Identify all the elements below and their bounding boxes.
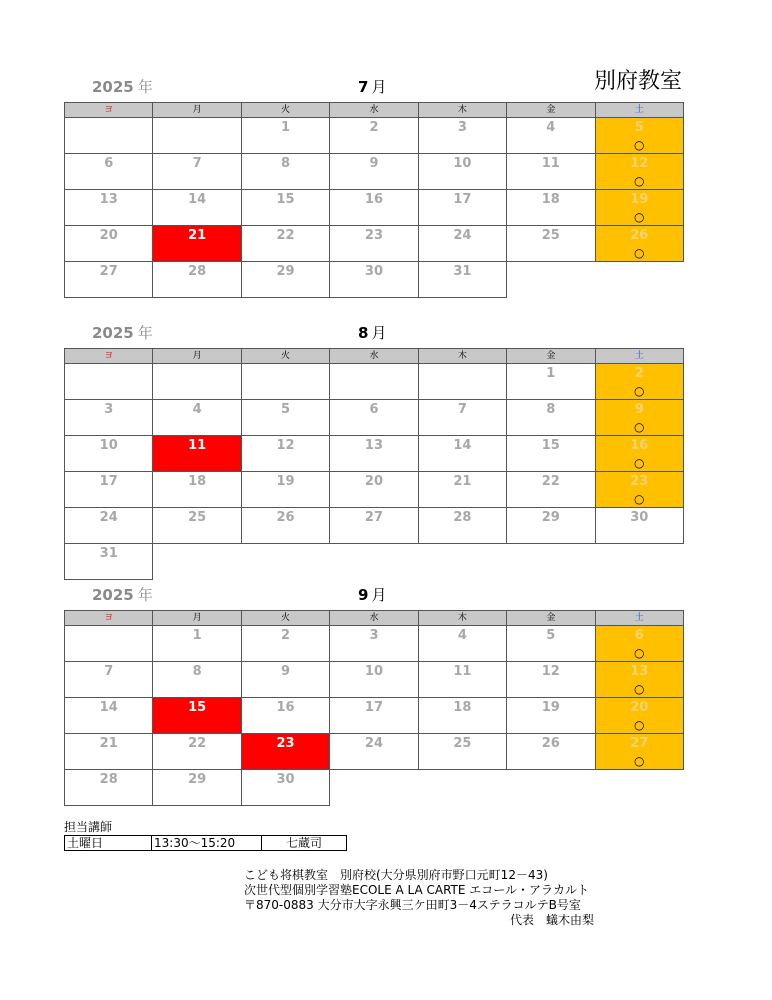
week-row xyxy=(65,154,684,190)
teacher-time: 13:30～15:20 xyxy=(152,836,262,851)
day-number: 16 xyxy=(630,438,649,453)
class-mark: ○ xyxy=(634,456,645,470)
day-number: 26 xyxy=(630,228,649,243)
day-number: 4 xyxy=(546,120,556,135)
day-cell xyxy=(595,698,683,734)
day-number: 15 xyxy=(188,700,207,715)
footer-line-school: こども将棋教室 別府校(大分県別府市野口元町12－43) xyxy=(244,868,548,882)
day-number: 3 xyxy=(104,402,114,417)
day-cell xyxy=(330,626,418,662)
month-unit: 月 xyxy=(371,324,387,342)
day-cell xyxy=(65,508,153,544)
day-cell xyxy=(507,118,595,154)
day-number: 7 xyxy=(104,664,114,679)
week-row xyxy=(65,472,684,508)
weekday-header: ヨ xyxy=(65,349,153,364)
day-cell xyxy=(241,734,329,770)
day-cell xyxy=(65,544,153,580)
class-mark: ○ xyxy=(634,384,645,398)
day-number: 12 xyxy=(630,156,649,171)
day-number: 8 xyxy=(192,664,202,679)
day-cell xyxy=(153,190,241,226)
teacher-name: 七蔵司 xyxy=(262,836,347,851)
footer-line-company: 次世代型個別学習塾ECOLE A LA CARTE エコール・アラカルト xyxy=(244,883,590,897)
day-number: 28 xyxy=(99,772,118,787)
day-cell xyxy=(595,626,683,662)
day-number: 10 xyxy=(453,156,472,171)
day-cell xyxy=(595,190,683,226)
day-cell xyxy=(241,436,329,472)
weekday-header: 水 xyxy=(330,611,418,626)
month-unit: 月 xyxy=(371,78,387,96)
month-header xyxy=(64,580,684,610)
weekday-header: 月 xyxy=(153,103,241,118)
month-calendar xyxy=(64,318,684,580)
year-label xyxy=(92,76,153,97)
day-cell xyxy=(595,226,683,262)
day-number: 28 xyxy=(453,510,472,525)
day-cell xyxy=(65,472,153,508)
day-cell xyxy=(241,154,329,190)
day-number: 7 xyxy=(457,402,467,417)
day-cell xyxy=(595,154,683,190)
day-cell xyxy=(153,400,241,436)
day-cell xyxy=(595,734,683,770)
weekday-header: ヨ xyxy=(65,103,153,118)
day-number: 16 xyxy=(364,192,384,207)
day-number: 30 xyxy=(364,264,384,279)
day-number: 29 xyxy=(541,510,560,525)
class-mark: ○ xyxy=(634,246,645,260)
day-number: 1 xyxy=(192,628,202,643)
week-row xyxy=(65,770,684,806)
weekday-header: 土 xyxy=(595,349,683,364)
teacher-table xyxy=(64,835,347,851)
day-cell xyxy=(595,436,683,472)
week-row xyxy=(65,698,684,734)
class-mark: ○ xyxy=(634,210,645,224)
day-cell xyxy=(330,508,418,544)
year-unit: 年 xyxy=(137,324,153,342)
teacher-day: 土曜日 xyxy=(65,836,152,851)
week-row xyxy=(65,734,684,770)
day-number: 19 xyxy=(630,192,649,207)
day-number: 12 xyxy=(276,438,295,453)
day-number: 29 xyxy=(276,264,295,279)
day-cell xyxy=(65,226,153,262)
day-number: 27 xyxy=(99,264,118,279)
month-unit: 月 xyxy=(371,586,387,604)
day-cell xyxy=(418,118,506,154)
day-number: 22 xyxy=(276,228,295,243)
week-row xyxy=(65,544,684,580)
class-mark: ○ xyxy=(634,174,645,188)
day-number: 18 xyxy=(453,700,472,715)
weekday-header: 月 xyxy=(153,349,241,364)
day-number: 17 xyxy=(99,474,118,489)
day-number: 15 xyxy=(276,192,295,207)
day-cell xyxy=(595,662,683,698)
empty-space xyxy=(418,770,506,806)
day-cell xyxy=(65,400,153,436)
day-number: 11 xyxy=(453,664,472,679)
day-number: 6 xyxy=(369,402,379,417)
day-number: 11 xyxy=(188,438,207,453)
week-row xyxy=(65,626,684,662)
day-number: 5 xyxy=(546,628,556,643)
day-cell xyxy=(507,190,595,226)
month-value: 7 xyxy=(358,78,369,96)
day-number: 5 xyxy=(634,120,644,135)
weekday-header: 金 xyxy=(507,349,595,364)
day-number: 17 xyxy=(453,192,472,207)
day-number: 20 xyxy=(364,474,384,489)
day-number: 6 xyxy=(104,156,114,171)
day-number: 26 xyxy=(541,736,560,751)
empty-space xyxy=(507,544,595,580)
footer-line-address: 〒870-0883 大分市大字永興三ケ田町3－4ステラコルテB号室 xyxy=(244,898,581,912)
day-cell xyxy=(241,626,329,662)
day-number: 8 xyxy=(281,156,291,171)
day-cell xyxy=(241,698,329,734)
day-number: 1 xyxy=(281,120,291,135)
day-number: 24 xyxy=(99,510,118,525)
class-mark: ○ xyxy=(634,138,645,152)
empty-space xyxy=(330,770,418,806)
school-name: 別府教室 xyxy=(593,69,682,94)
day-cell xyxy=(330,662,418,698)
empty-day-cell xyxy=(65,364,153,400)
day-cell xyxy=(153,626,241,662)
day-cell xyxy=(65,734,153,770)
week-row xyxy=(65,436,684,472)
day-cell xyxy=(65,154,153,190)
empty-day-cell xyxy=(65,118,153,154)
day-cell xyxy=(418,662,506,698)
empty-space xyxy=(595,262,683,298)
day-cell xyxy=(153,698,241,734)
day-cell xyxy=(241,472,329,508)
day-number: 21 xyxy=(99,736,118,751)
weekday-header: 土 xyxy=(595,611,683,626)
day-cell xyxy=(595,400,683,436)
day-number: 13 xyxy=(99,192,118,207)
weekday-header: 金 xyxy=(507,611,595,626)
weekday-header: 木 xyxy=(418,611,506,626)
month-value: 8 xyxy=(358,324,369,342)
day-cell xyxy=(65,770,153,806)
empty-day-cell xyxy=(65,626,153,662)
day-number: 19 xyxy=(276,474,295,489)
month-header xyxy=(64,318,684,348)
day-number: 25 xyxy=(453,736,472,751)
day-cell xyxy=(418,226,506,262)
day-cell xyxy=(507,508,595,544)
weekday-header: 火 xyxy=(241,103,329,118)
day-number: 13 xyxy=(630,664,649,679)
day-cell xyxy=(418,508,506,544)
day-cell xyxy=(330,734,418,770)
day-number: 22 xyxy=(541,474,560,489)
empty-space xyxy=(330,544,418,580)
day-cell xyxy=(507,698,595,734)
class-mark: ○ xyxy=(634,682,645,696)
year-unit: 年 xyxy=(137,78,153,96)
day-cell xyxy=(153,262,241,298)
day-number: 2 xyxy=(634,366,644,381)
day-number: 12 xyxy=(541,664,560,679)
calendar-table xyxy=(64,348,684,580)
day-number: 13 xyxy=(364,438,384,453)
day-number: 24 xyxy=(364,736,384,751)
day-number: 26 xyxy=(276,510,295,525)
day-cell xyxy=(330,262,418,298)
empty-day-cell xyxy=(153,118,241,154)
day-cell xyxy=(418,734,506,770)
empty-day-cell xyxy=(418,364,506,400)
month-label xyxy=(358,322,386,343)
day-number: 29 xyxy=(188,772,207,787)
day-cell xyxy=(330,472,418,508)
day-cell xyxy=(330,436,418,472)
year-value: 2025 xyxy=(92,78,134,96)
empty-day-cell xyxy=(330,364,418,400)
day-number: 20 xyxy=(630,700,649,715)
day-cell xyxy=(507,226,595,262)
day-cell xyxy=(330,698,418,734)
week-row xyxy=(65,118,684,154)
day-cell xyxy=(330,154,418,190)
day-number: 27 xyxy=(630,736,649,751)
day-number: 5 xyxy=(281,402,291,417)
day-cell xyxy=(65,262,153,298)
month-value: 9 xyxy=(358,586,369,604)
day-cell xyxy=(418,436,506,472)
empty-space xyxy=(418,544,506,580)
day-number: 21 xyxy=(453,474,472,489)
day-cell xyxy=(418,698,506,734)
day-cell xyxy=(418,626,506,662)
day-number: 8 xyxy=(546,402,556,417)
day-cell xyxy=(241,226,329,262)
day-cell xyxy=(507,154,595,190)
day-number: 4 xyxy=(192,402,202,417)
day-cell xyxy=(418,190,506,226)
year-value: 2025 xyxy=(92,586,134,604)
day-cell xyxy=(153,436,241,472)
calendar-table xyxy=(64,610,684,806)
day-cell xyxy=(65,698,153,734)
day-cell xyxy=(595,364,683,400)
day-number: 14 xyxy=(99,700,118,715)
weekday-header: 金 xyxy=(507,103,595,118)
day-cell xyxy=(153,154,241,190)
day-number: 19 xyxy=(541,700,560,715)
day-cell xyxy=(507,400,595,436)
teacher-title: 担当講師 xyxy=(64,820,113,834)
day-number: 2 xyxy=(369,120,379,135)
day-number: 18 xyxy=(188,474,207,489)
day-number: 10 xyxy=(99,438,118,453)
empty-day-cell xyxy=(153,364,241,400)
day-cell xyxy=(507,364,595,400)
weekday-header: 水 xyxy=(330,103,418,118)
empty-space xyxy=(595,544,683,580)
day-cell xyxy=(241,190,329,226)
year-label xyxy=(92,584,153,605)
week-row xyxy=(65,508,684,544)
day-number: 15 xyxy=(541,438,560,453)
day-cell xyxy=(153,508,241,544)
week-row xyxy=(65,262,684,298)
day-number: 2 xyxy=(281,628,291,643)
day-cell xyxy=(595,118,683,154)
day-cell xyxy=(418,154,506,190)
class-mark: ○ xyxy=(634,754,645,768)
day-cell xyxy=(241,770,329,806)
day-cell xyxy=(241,118,329,154)
day-cell xyxy=(65,190,153,226)
day-number: 14 xyxy=(188,192,207,207)
empty-space xyxy=(595,770,683,806)
calendar-table xyxy=(64,102,684,298)
day-cell xyxy=(507,626,595,662)
day-cell xyxy=(507,662,595,698)
day-cell xyxy=(330,118,418,154)
day-cell xyxy=(153,734,241,770)
weekday-header: 月 xyxy=(153,611,241,626)
weekday-header: 水 xyxy=(330,349,418,364)
day-cell xyxy=(65,662,153,698)
day-cell xyxy=(241,662,329,698)
teacher-section xyxy=(64,820,347,851)
empty-space xyxy=(507,262,595,298)
day-number: 21 xyxy=(188,228,207,243)
day-cell xyxy=(241,400,329,436)
day-number: 24 xyxy=(453,228,472,243)
empty-space xyxy=(153,544,241,580)
day-number: 20 xyxy=(99,228,118,243)
day-cell xyxy=(507,472,595,508)
empty-space xyxy=(507,770,595,806)
footer-line-representative: 代表 蟻木由梨 xyxy=(510,913,595,927)
empty-day-cell xyxy=(241,364,329,400)
day-number: 6 xyxy=(634,628,644,643)
weekday-header: 木 xyxy=(418,349,506,364)
month-calendar xyxy=(64,69,684,298)
day-number: 3 xyxy=(457,120,467,135)
month-label xyxy=(358,584,386,605)
footer-info xyxy=(244,868,594,928)
day-number: 3 xyxy=(369,628,379,643)
day-number: 16 xyxy=(276,700,295,715)
week-row xyxy=(65,662,684,698)
day-cell xyxy=(153,472,241,508)
year-label xyxy=(92,322,153,343)
week-row xyxy=(65,190,684,226)
day-number: 9 xyxy=(634,402,644,417)
day-number: 22 xyxy=(188,736,207,751)
day-cell xyxy=(418,400,506,436)
day-number: 30 xyxy=(276,772,295,787)
day-number: 14 xyxy=(453,438,472,453)
day-number: 31 xyxy=(99,546,118,561)
day-number: 7 xyxy=(192,156,202,171)
day-cell xyxy=(418,472,506,508)
day-number: 11 xyxy=(541,156,560,171)
day-number: 17 xyxy=(364,700,384,715)
class-mark: ○ xyxy=(634,420,645,434)
day-number: 23 xyxy=(364,228,384,243)
day-number: 23 xyxy=(630,474,649,489)
day-cell xyxy=(153,770,241,806)
weekday-header: 土 xyxy=(595,103,683,118)
week-row xyxy=(65,400,684,436)
day-cell xyxy=(153,662,241,698)
day-number: 28 xyxy=(188,264,207,279)
weekday-header: 火 xyxy=(241,349,329,364)
empty-space xyxy=(241,544,329,580)
day-number: 23 xyxy=(276,736,295,751)
day-cell xyxy=(507,436,595,472)
day-cell xyxy=(330,190,418,226)
day-number: 9 xyxy=(369,156,379,171)
day-number: 18 xyxy=(541,192,560,207)
day-number: 31 xyxy=(453,264,472,279)
day-number: 4 xyxy=(457,628,467,643)
day-cell xyxy=(418,262,506,298)
class-mark: ○ xyxy=(634,718,645,732)
day-number: 10 xyxy=(364,664,384,679)
weekday-header: 火 xyxy=(241,611,329,626)
day-cell xyxy=(241,508,329,544)
month-header xyxy=(64,69,684,102)
day-cell xyxy=(595,472,683,508)
class-mark: ○ xyxy=(634,492,645,506)
day-number: 1 xyxy=(546,366,556,381)
day-number: 25 xyxy=(188,510,207,525)
week-row xyxy=(65,364,684,400)
class-mark: ○ xyxy=(634,646,645,660)
year-value: 2025 xyxy=(92,324,134,342)
weekday-header: ヨ xyxy=(65,611,153,626)
day-number: 9 xyxy=(281,664,291,679)
day-cell xyxy=(241,262,329,298)
day-cell xyxy=(153,226,241,262)
day-cell xyxy=(65,436,153,472)
week-row xyxy=(65,226,684,262)
day-cell xyxy=(595,508,683,544)
month-calendar xyxy=(64,580,684,806)
day-number: 27 xyxy=(364,510,384,525)
month-label xyxy=(358,76,386,97)
day-cell xyxy=(507,734,595,770)
weekday-header: 木 xyxy=(418,103,506,118)
day-cell xyxy=(330,400,418,436)
day-number: 30 xyxy=(630,510,649,525)
day-number: 25 xyxy=(541,228,560,243)
year-unit: 年 xyxy=(137,586,153,604)
day-cell xyxy=(330,226,418,262)
